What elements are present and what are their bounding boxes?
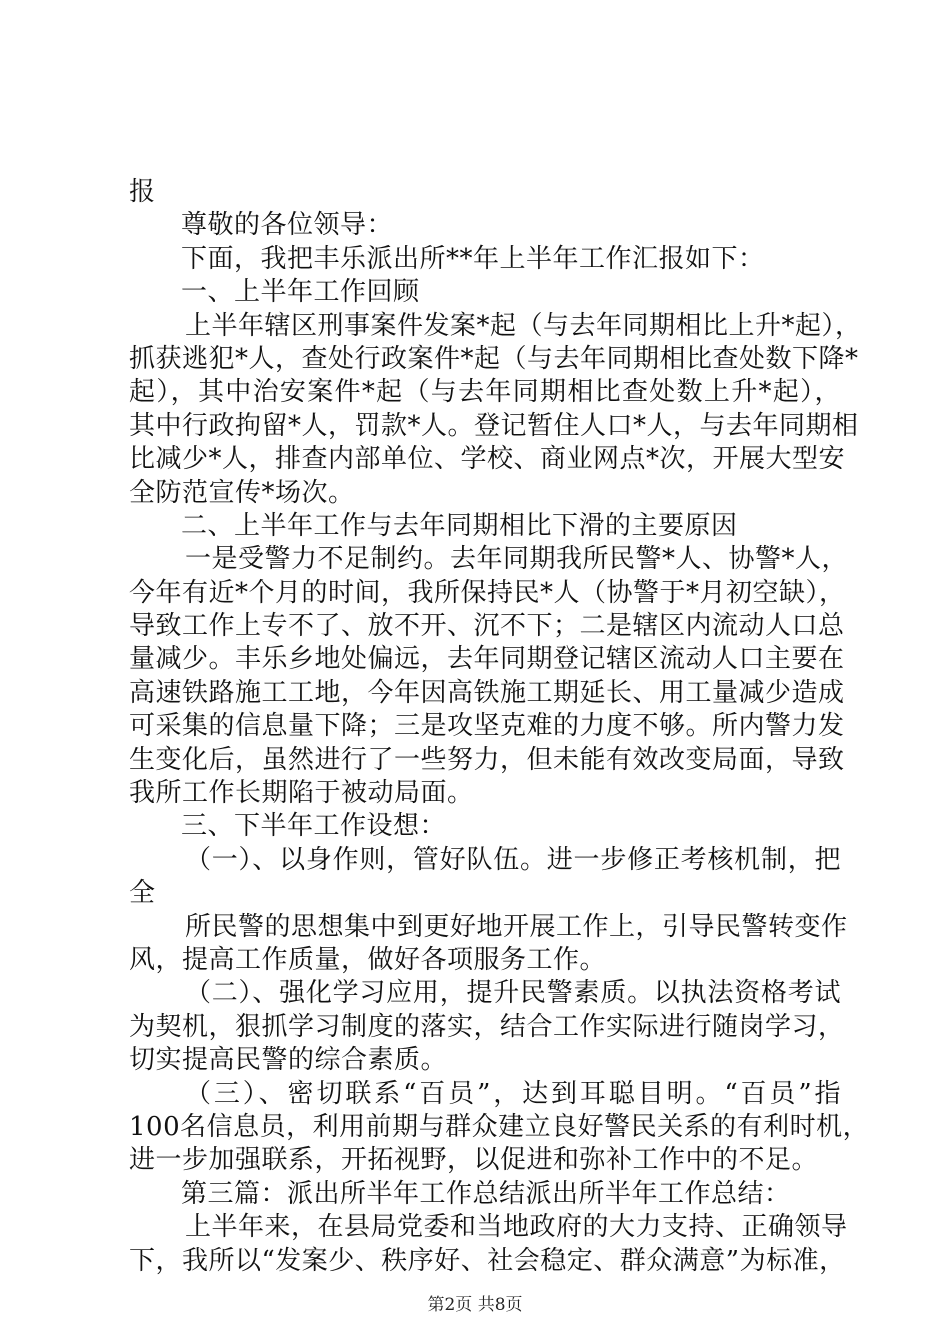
- text-line: 三、下半年工作设想：: [181, 811, 447, 842]
- text-line: 所民警的思想集中到更好地开展工作上，引导民警转变作: [185, 911, 848, 942]
- text-line: 今年有近*个月的时间，我所保持民*人（协警于*月初空缺），: [129, 577, 846, 608]
- text-line: 生变化后，虽然进行了一些努力，但未能有效改变局面，导致: [129, 744, 845, 775]
- text-line: 抓获逃犯*人，查处行政案件*起（与去年同期相比查处数下降*: [129, 343, 859, 374]
- text-line: （二）、强化学习应用，提升民警素质。以执法资格考试: [185, 978, 841, 1009]
- text-line: 全防范宣传*场次。: [129, 477, 355, 508]
- text-line: 第三篇：派出所半年工作总结派出所半年工作总结：: [181, 1178, 791, 1209]
- text-line: 上半年辖区刑事案件发案*起（与去年同期相比上升*起），: [185, 310, 862, 341]
- text-line: 上半年来，在县局党委和当地政府的大力支持、正确领导: [185, 1212, 848, 1243]
- text-line: 量减少。丰乐乡地处偏远，去年同期登记辖区流动人口主要在: [129, 644, 845, 675]
- text-line: 高速铁路施工工地，今年因高铁施工期延长、用工量减少造成: [129, 677, 845, 708]
- text-line: 可采集的信息量下降；三是攻坚克难的力度不够。所内警力发: [129, 711, 845, 742]
- text-line: （三）、密切联系“百员”，达到耳聪目明。“百员”指: [185, 1078, 841, 1109]
- page-footer: [0, 1290, 950, 1315]
- text-line: 进一步加强联系，开拓视野，以促进和弥补工作中的不足。: [129, 1145, 819, 1176]
- text-line: 切实提高民警的综合素质。: [129, 1045, 448, 1076]
- text-line: 为契机，狠抓学习制度的落实，结合工作实际进行随岗学习，: [129, 1011, 845, 1042]
- text-line: 尊敬的各位领导：: [181, 210, 394, 241]
- text-line: （一）、以身作则，管好队伍。进一步修正考核机制，把: [185, 844, 841, 875]
- text-line: 其中行政拘留*人，罚款*人。登记暂住人口*人，与去年同期相: [129, 410, 859, 441]
- text-line: 风，提高工作质量，做好各项服务工作。: [129, 944, 607, 975]
- text-line: 比减少*人，排查内部单位、学校、商业网点*次，开展大型安: [129, 444, 846, 475]
- text-line: 100名信息员，利用前期与群众建立良好警民关系的有利时机，: [129, 1111, 870, 1142]
- text-line: 起），其中治安案件*起（与去年同期相比查处数上升*起），: [129, 377, 841, 408]
- text-line: 导致工作上专不了、放不开、沉不下；二是辖区内流动人口总: [129, 611, 845, 642]
- text-line: 一是受警力不足制约。去年同期我所民警*人、协警*人，: [185, 544, 849, 575]
- text-line: 下，我所以“发案少、秩序好、社会稳定、群众满意”为标准，: [129, 1245, 846, 1276]
- text-line: 二、上半年工作与去年同期相比下滑的主要原因: [181, 510, 738, 541]
- text-line: 报: [129, 177, 156, 207]
- text-line: 一、上半年工作回顾: [181, 277, 420, 308]
- text-line: 全: [129, 878, 156, 909]
- page-number-label: 第2页 共8页: [427, 1295, 523, 1315]
- text-line: 下面，我把丰乐派出所**年上半年工作汇报如下：: [181, 243, 765, 274]
- text-line: 我所工作长期陷于被动局面。: [129, 778, 474, 809]
- document-body: [129, 176, 870, 1278]
